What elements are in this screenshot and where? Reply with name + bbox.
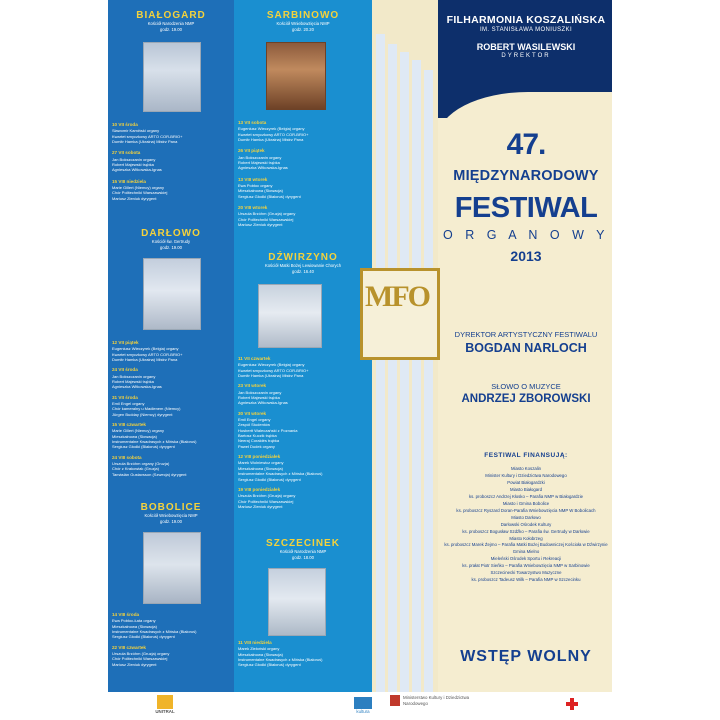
event-line: Sergiusz Głodki (Białoruś) dyrygent: [238, 193, 301, 199]
organ-illustration-bobolice: [143, 532, 201, 604]
venue-dzwirzyno: Kościół Matki Bożej Lewiowanie Chorych: [264, 263, 342, 268]
event-line: Sergiusz Głodki (Białoruś) dyrygent: [112, 444, 175, 450]
left-margin: [0, 0, 108, 720]
event-line: Mieszkalnowa (Słowacja): [112, 623, 157, 629]
event-item: [238, 205, 364, 227]
event-line: Instrumentalne Kwadrasych z Mińska (Białoruś): [238, 471, 323, 477]
event-line: Marie Gillert (Niemcy) organy: [112, 428, 165, 434]
section-dzwirzyno: [236, 252, 370, 275]
event-line: Mieszkalnowa (Słowacja): [238, 188, 283, 194]
event-line: Paweł Dudek organy: [238, 443, 275, 449]
city-title-bobolice: BOBOLICE: [140, 502, 202, 513]
funding-item: ks. prałat Piotr Sieńko – Parafia Wniebowzięcia NMP w Sarbinowie: [462, 563, 590, 569]
event-date: 13 VIII wtorek: [238, 176, 268, 182]
event-line: Sergiusz Głodki (Białoruś) dyrygent: [238, 662, 301, 668]
funding-item: Szczecinecki Towarzystwo Muzyczne: [490, 570, 562, 576]
event-line: Marie Gillert (Niemcy) organy: [112, 184, 165, 190]
ministerstwo-logo: [390, 695, 476, 717]
funding-item: Gmina Mielno: [512, 549, 540, 555]
festival-international: MIĘDZYNARODOWY: [453, 168, 599, 184]
event-line: Kwartet smyczkowy ARTO COR-BRIO+: [238, 131, 309, 137]
funding-item: ks. proboszcz Bogusław Szdźko – Parafia św. Gertrudy w Darłowie: [462, 528, 590, 534]
event-item: [238, 356, 364, 378]
time-bialogard: godz. 19.00: [160, 27, 182, 33]
sponsor-bar: [108, 692, 612, 720]
kultura-logo-label: kultura: [356, 709, 370, 714]
funding-item: Miasto i Gmina Bobolice: [502, 500, 550, 506]
time-dzwirzyno: godz. 16.40: [292, 269, 314, 275]
ministerstwo-logo-label: Ministerstwo Kultury i Dziedzictwa Narodowego: [403, 695, 470, 706]
event-line: Kwartet smyczkowy ARTO COR-BRIO+: [238, 367, 309, 373]
event-item: [112, 122, 228, 144]
city-title-darlowo: DARŁOWO: [141, 228, 201, 239]
event-line: Sergiusz Głodki (Białoruś) dyrygent: [238, 476, 301, 482]
event-item: [238, 383, 364, 405]
events-dzwirzyno: [238, 356, 364, 509]
event-line: Urszula Brzóhm organy (Gruzja): [112, 461, 170, 467]
event-line: Agnieszka Witkowska-Ignas: [112, 384, 162, 390]
event-line: Urszula Brzóhm (Gruzja) organy: [112, 650, 170, 656]
event-item: [112, 395, 228, 417]
event-item: [112, 645, 228, 667]
organ-illustration-bialogard: [143, 42, 201, 112]
event-line: Chór z Krakowiak (Gruzja): [112, 466, 159, 472]
unitral-logo: [130, 695, 200, 717]
section-bialogard: [110, 10, 232, 33]
organ-illustration-dzwirzyno: [258, 284, 322, 348]
event-line: Marek Wolniewicz organy: [238, 460, 284, 466]
venue-szczecinek: Kościół Narodzenia NMP: [279, 549, 327, 554]
event-line: Jürgen Budday (Niemcy) dyrygent: [112, 411, 173, 417]
event-line: Robert Majewski trąbka: [112, 161, 154, 167]
right-margin: [612, 0, 720, 720]
funding-item: Miasto Darłowo: [511, 514, 541, 520]
event-line: Dumitr Hamka (Ukraina) Mistrz Pana: [112, 138, 178, 144]
event-line: Eugeniusz Wieczyrek (Belgia) organy: [112, 346, 179, 352]
event-date: 26 VII piątek: [238, 148, 265, 154]
organ-illustration-szczecinek: [268, 568, 326, 636]
event-line: Urszula Brzóhm (Gruzja) organy: [238, 493, 296, 499]
artistic-director-name: BOGDAN NARLOCH: [465, 341, 587, 355]
unitral-logo-label: UNITRAL: [155, 709, 175, 714]
event-line: Emil Engel organy: [112, 400, 145, 406]
institution-patron: IM. STANISŁAWA MONIUSZKI: [479, 27, 573, 33]
events-szczecinek: [238, 640, 364, 668]
venue-sarbinowo: Kościół Wniebowzięcia NMP: [276, 21, 330, 26]
events-bobolice: [112, 612, 228, 667]
city-title-dzwirzyno: DŹWIRZYNO: [268, 252, 338, 263]
festival-logo-text: MFO: [365, 280, 429, 313]
event-item: [112, 340, 228, 362]
event-line: Sławomir Kamiński organy: [112, 128, 160, 134]
funding-item: ks. proboszcz Andrzej Kłosko – Parafia NMP w Białogardzie: [468, 493, 584, 499]
section-sarbinowo: [236, 10, 370, 33]
event-item: [112, 179, 228, 201]
funding-item: Powiat Białogardzki: [507, 479, 545, 485]
funding-list: [440, 466, 612, 584]
section-szczecinek: [236, 538, 370, 561]
city-title-szczecinek: SZCZECINEK: [266, 538, 340, 549]
event-line: Bartosz Kuczik trąbka: [238, 433, 277, 439]
event-line: Robert Majewski trąbka: [238, 159, 280, 165]
red-cross-logo: [560, 695, 584, 717]
director-name: ROBERT WASILEWSKI: [476, 42, 576, 52]
event-date: 22 VIII czwartek: [112, 644, 146, 650]
director-role: DYREKTOR: [501, 53, 551, 59]
event-date: 19 VIII poniedziałek: [238, 487, 281, 492]
funding-item: Darłowski Ośrodek Kultury: [500, 521, 552, 527]
funding-title: FESTIWAL FINANSUJĄ:: [484, 452, 568, 459]
event-item: [238, 177, 364, 199]
pipe-bar-5: [424, 70, 433, 692]
funding-item: Miasto Kołobrzeg: [509, 535, 543, 541]
event-date: 11 VIII niedziela: [238, 640, 272, 645]
event-line: Ewa Pobłoc organy: [238, 182, 273, 188]
event-line: Instrumentalne Kwadrasych z Mińska (Białoruś): [112, 439, 197, 445]
funding-item: Mieleński Ośrodek Sportu i Rekreacji: [490, 556, 562, 562]
event-date: 24 VII środa: [112, 367, 138, 373]
event-item: [238, 148, 364, 170]
event-date: 30 VII wtorek: [238, 410, 267, 416]
event-line: Kwartet smyczkowy ARTO COR-BRIO+: [112, 351, 183, 357]
event-date: 10 VII środa: [112, 122, 138, 127]
event-line: Jan Bokszczanin organy: [238, 389, 282, 395]
event-line: Agnieszka Witkowska-Ignas: [238, 400, 288, 406]
event-item: [112, 367, 228, 389]
events-bialogard: [112, 122, 228, 201]
pipe-bar-2: [388, 44, 397, 692]
event-line: Mariusz Zieniuk dyrygent: [112, 661, 157, 667]
event-line: Instrumentalne Kwadrasych z Mińska (Białoruś): [112, 628, 197, 634]
event-line: Mieszkalnowa (Słowacja): [112, 433, 157, 439]
funding-item: ks. proboszcz Ryszard Doran-Parafia Wniebowzięcia NMP W Bobolicach: [456, 507, 596, 513]
event-line: Sergiusz Głodki (Białoruś) dyrygent: [112, 634, 175, 640]
funding-item: Miasto Białogard: [509, 486, 542, 492]
event-date: 15 VIII czwartek: [112, 422, 146, 428]
event-line: Urszula Brzóhm (Gruzja) organy: [238, 211, 296, 217]
city-title-bialogard: BIAŁOGARD: [136, 10, 206, 21]
festival-edition: 47.: [506, 128, 546, 161]
event-line: Ewa Pobłoc-Łata organy: [112, 618, 156, 624]
event-line: Dumitr Hamka (Ukraina) Mistrz Pana: [238, 372, 304, 378]
event-line: Mariusz Zieniuk dyrygent: [238, 503, 283, 509]
event-date: 31 VII środa: [112, 394, 138, 400]
event-date: 14 VIII środa: [112, 612, 140, 617]
organ-illustration-darlowo: [143, 258, 201, 330]
funding-item: Miasto Koszalin: [510, 466, 542, 471]
event-line: Dumitr Hamka (Ukraina) Mistrz Pana: [238, 136, 304, 142]
event-line: Kwartet smyczkowy ARTO COR-BRIO+: [112, 133, 183, 139]
kultura-logo: [338, 695, 388, 717]
section-bobolice: [110, 502, 232, 525]
time-szczecinek: godz. 18.00: [292, 555, 314, 561]
event-date: 13 VII sobota: [238, 120, 267, 125]
event-line: Husbertt Waleczański z Poznania: [238, 427, 298, 433]
event-line: Agnieszka Witkowska-Ignas: [112, 167, 162, 173]
pipe-bar-3: [400, 52, 409, 692]
event-line: Chór Politechniki Warszawskiej: [112, 656, 168, 662]
pipe-bar-4: [412, 60, 421, 692]
venue-bobolice: Kościół Wniebowzięcia NMP: [144, 513, 198, 518]
event-line: Chór kameralny u Madlenem (Niemcy): [112, 406, 181, 412]
admission-text: WSTĘP WOLNY: [460, 648, 592, 665]
event-date: 12 VIII poniedziałek: [238, 454, 281, 460]
event-line: Mariusz Zieniuk dyrygent: [112, 195, 157, 201]
event-item: [112, 612, 228, 640]
event-date: 23 VII wtorek: [238, 383, 267, 389]
funding-item: ks. proboszcz Tadeusz Wilk – Parafia NMP w Szczecinku: [471, 577, 581, 583]
event-date: 27 VII sobota: [112, 150, 141, 156]
time-darlowo: godz. 19.00: [160, 245, 182, 251]
event-date: 20 VIII wtorek: [238, 205, 268, 211]
event-item: [238, 640, 364, 668]
event-line: Tamáslán Gustavsson (Szwecja) dyrygent: [112, 471, 187, 477]
events-sarbinowo: [238, 120, 364, 227]
event-line: Agnieszka Witkowska-Ignas: [238, 165, 288, 171]
event-date: 12 VII piątek: [112, 340, 139, 345]
event-line: Marek Ziełoński organy: [238, 646, 280, 652]
event-line: Robert Majewski trąbka: [112, 378, 154, 384]
event-line: Eugeniusz Wieczyrek (Belgia) organy: [238, 126, 305, 132]
events-darlowo: [112, 340, 228, 477]
funding-item: ks. proboszcz Marek Żejmo – Parafia Matki Bożej Budowniczej Kościoła w Dźwirzynie: [444, 542, 608, 548]
venue-bialogard: Kościół Narodzenia NMP: [147, 21, 195, 26]
event-line: Eugeniusz Wieczyrek (Belgia) organy: [238, 362, 305, 368]
event-item: [112, 422, 228, 450]
event-line: Chór Politechniki Warszawskiej: [238, 216, 294, 222]
event-date: 15 VIII niedziela: [112, 178, 146, 184]
event-line: Mieszkalnowa (Słowacja): [238, 465, 283, 471]
pipe-bar-1: [376, 34, 385, 692]
section-darlowo: [110, 228, 232, 251]
event-item: [238, 454, 364, 482]
event-item: [112, 455, 228, 477]
time-bobolice: godz. 19.00: [160, 519, 182, 525]
time-sarbinowo: godz. 20.20: [292, 27, 314, 33]
event-line: Dumitr Hamka (Ukraina) Mistrz Pana: [112, 356, 178, 362]
event-line: Mariusz Zieniuk dyrygent: [238, 222, 283, 228]
word-about-music-name: ANDRZEJ ZBOROWSKI: [461, 393, 591, 405]
organ-illustration-sarbinowo: [266, 42, 326, 110]
event-line: Emil Engel organy: [238, 416, 271, 422]
event-line: Chór Politechniki Warszawskiej: [112, 190, 168, 196]
event-line: Jan Bokszczanin organy: [112, 373, 156, 379]
event-item: [238, 411, 364, 450]
event-date: 24 VIII sobota: [112, 454, 142, 460]
venue-darlowo: Kościół św. Gertrudy: [151, 239, 191, 244]
city-title-sarbinowo: SARBINOWO: [266, 10, 340, 21]
festival-word: FESTIWAL: [454, 192, 598, 224]
festival-year: 2013: [510, 248, 542, 264]
event-line: Robert Majewski trąbka: [238, 394, 280, 400]
event-line: Chór Politechniki Warszawskiej: [238, 498, 294, 504]
event-line: Jan Bokszczanin organy: [238, 154, 282, 160]
philharmonic-header: [440, 14, 612, 59]
funding-item: Minister Kultury i Dziedzictwa Narodowego: [485, 472, 567, 478]
artistic-director-label: DYREKTOR ARTYSTYCZNY FESTIWALU: [454, 330, 598, 339]
event-item: [238, 120, 364, 142]
word-about-music-label: SŁOWO O MUZYCE: [491, 382, 561, 391]
event-line: Mieszkalnowa (Słowacja): [238, 651, 283, 657]
event-line: Neeraj Coraldés trąbka: [238, 438, 280, 444]
event-line: Zespół Studentów: [238, 422, 271, 428]
event-line: Jan Bokszczanin organy: [112, 156, 156, 162]
institution-name: FILHARMONIA KOSZALIŃSKA: [446, 14, 606, 26]
event-date: 11 VII czwartek: [238, 356, 271, 361]
event-line: Instrumentalne Kwadrasych z Mińska (Białoruś): [238, 656, 323, 662]
event-item: [238, 487, 364, 509]
festival-organ-word: O R G A N O W Y: [443, 228, 609, 242]
event-item: [112, 150, 228, 172]
